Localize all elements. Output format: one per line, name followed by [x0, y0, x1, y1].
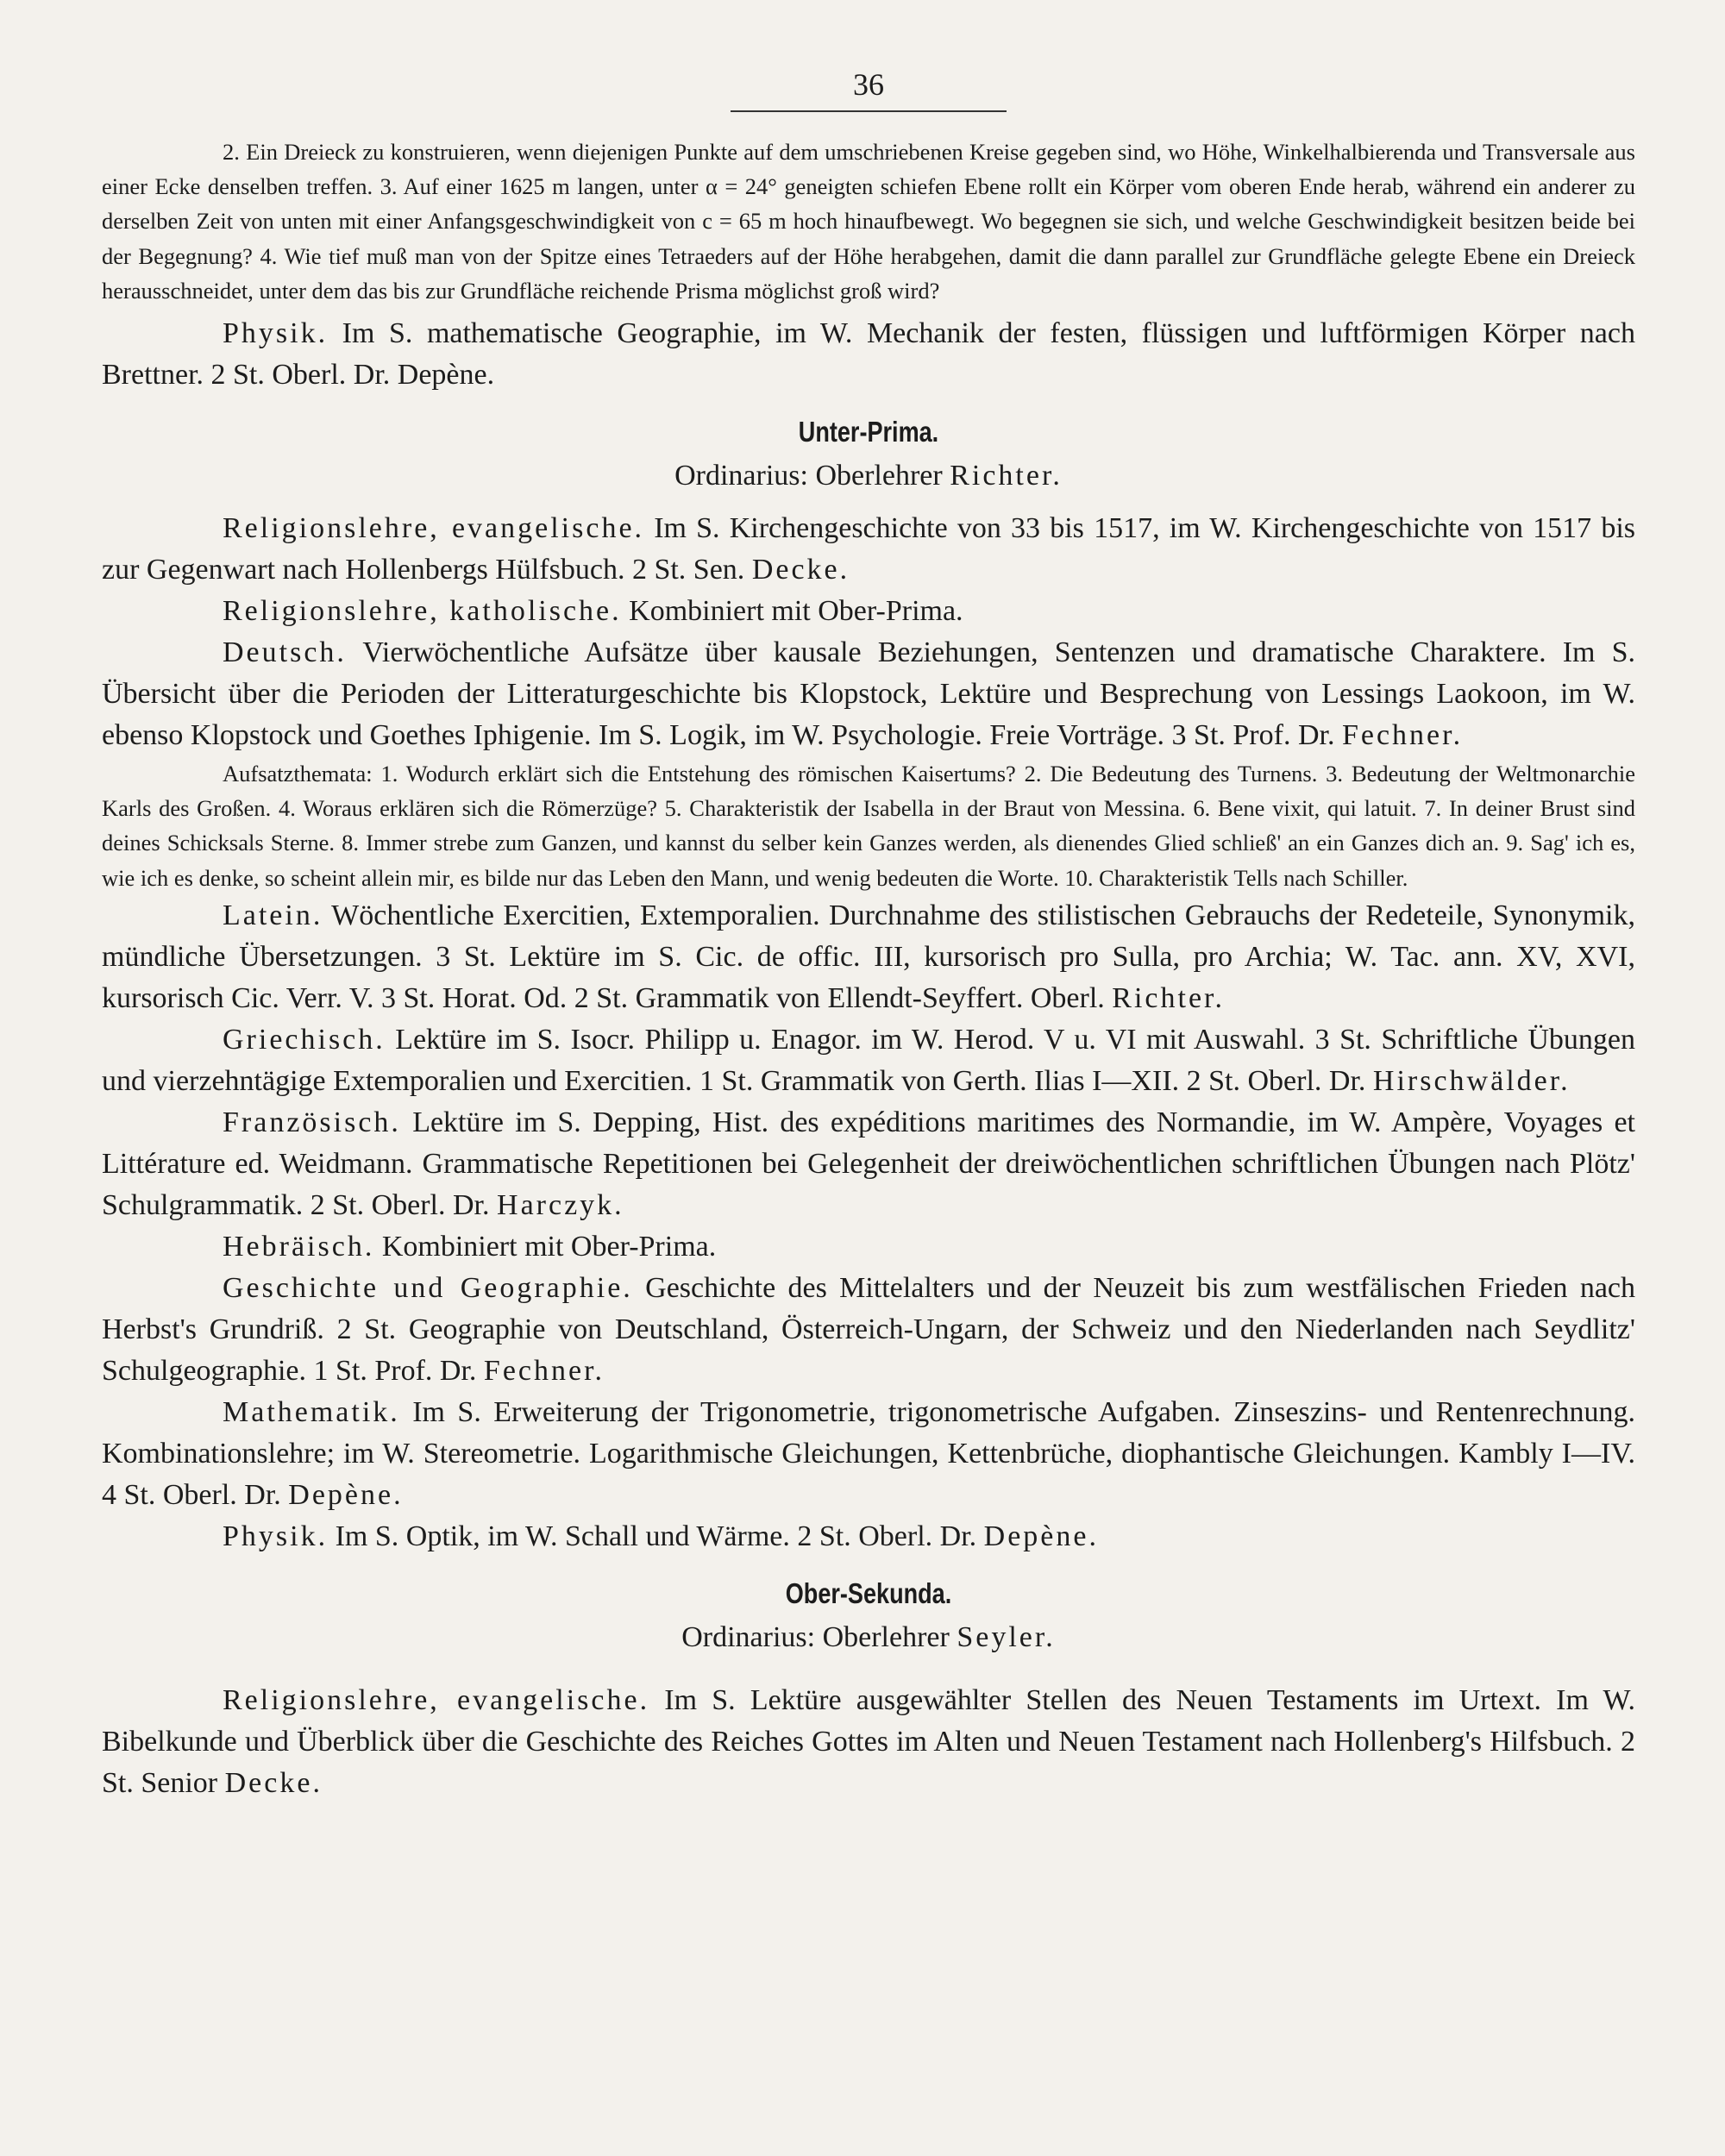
teacher-name: Richter. [1112, 981, 1225, 1014]
teacher-name: Fechner. [483, 1354, 605, 1387]
page-number-rule [731, 110, 1007, 112]
teacher-name: Hirschwälder. [1372, 1064, 1571, 1097]
subject-label: Deutsch. [223, 636, 347, 669]
religion-kath-paragraph [102, 591, 1635, 632]
math-exercises-paragraph: 2. Ein Dreieck zu konstruieren, wenn diejenigen Punkte auf dem umschriebenen Kreise gegeben sind, wo Höhe, Winkelhalbierenda und Transversale aus einer Ecke denselben treffen. 3. Auf einer 1625 m langen, unter α = 24° geneigten schiefen Ebene rollt ein Körper vom oberen Ende herab, während ein anderer zu derselben Zeit von unten mit einer Anfangsgeschwindigkeit von c = 65 m hoch hinaufbewegt. Wo begegnen sie sich, und welche Geschwindigkeit besitzen beide bei der Begegnung? 4. Wie tief muß man von der Spitze eines Tetraeders auf der Höhe herabgehen, damit die dann parallel zur Grundfläche gelegte Ebene ein Dreieck herausschneidet, unter dem das bis zur Grundfläche reichende Prisma möglichst groß wird? [102, 139, 1635, 304]
ordinarius-name: Seyler. [957, 1620, 1056, 1653]
deutsch-paragraph [102, 632, 1635, 756]
subject-label: Mathematik. [223, 1395, 400, 1428]
franzoesisch-paragraph [102, 1102, 1635, 1226]
subject-text: Kombiniert mit Ober-Prima. [621, 595, 963, 628]
subject-text: Im S. Lektüre ausgewählter Stellen des Neuen Testaments im Urtext. Im W. Bibelkunde und Überblick über die Geschichte des Reiches Gottes im Alten und Neuen Testament nach Hollenberg's Hilfsbuch. 2 St. Senior [102, 1683, 1635, 1799]
religion-ev-paragraph [102, 508, 1635, 591]
griechisch-paragraph [102, 1019, 1635, 1102]
physik-paragraph [102, 1516, 1635, 1557]
subject-label: Physik. [223, 317, 329, 350]
subject-label: Geschichte und Geographie. [223, 1271, 633, 1304]
physik-paragraph-top [102, 313, 1635, 396]
subject-label: Hebräisch. [223, 1230, 375, 1263]
subject-label: Physik. [223, 1520, 329, 1552]
ordinarius-prefix: Ordinarius: Oberlehrer [681, 1620, 957, 1653]
ordinarius-ober-sekunda [102, 1616, 1635, 1659]
teacher-name: Harczyk. [497, 1188, 624, 1221]
mathematik-paragraph [102, 1392, 1635, 1516]
subject-text: Im S. mathematische Geographie, im W. Mechanik der festen, flüssigen und luftförmigen Körper nach Brettner. 2 St. Oberl. Dr. Depène. [102, 317, 1635, 392]
subject-text: Wöchentliche Exercitien, Extemporalien. Durchnahme des stilistischen Gebrauchs der Redeteile, Synonymik, mündliche Übersetzungen. 3 St. Lektüre im S. Cic. de offic. III, kursorisch pro Sulla, pro Archia; W. Tac. ann. XV, XVI, kursorisch Cic. Verr. V. 3 St. Horat. Od. 2 St. Grammatik von Ellendt-Seyffert. Oberl. [102, 899, 1635, 1014]
aufsatzthemata-paragraph: Aufsatzthemata: 1. Wodurch erklärt sich die Entstehung des römischen Kaisertums? 2. Die Bedeutung des Turnens. 3. Bedeutung der Weltmonarchie Karls des Großen. 4. Woraus erklären sich die Römerzüge? 5. Charakteristik der Isabella in der Braut von Messina. 6. Bene vixit, qui latuit. 7. In deiner Brust sind deines Schicksals Sterne. 8. Immer strebe zum Ganzen, und kannst du selber kein Ganzes werden, als dienendes Glied schließ' an ein Ganzes dich an. 9. Sag' ich es, wie ich es denke, so scheint allein mir, es bilde nur das Leben den Mann, und wenig bedeuten die Worte. 10. Charakteristik Tells nach Schiller. [102, 761, 1635, 891]
hebraeisch-paragraph [102, 1226, 1635, 1268]
teacher-name: Decke. [224, 1766, 323, 1799]
teacher-name: Fechner. [1341, 719, 1464, 752]
subject-label: Religionslehre, evangelische. [223, 512, 645, 545]
subject-text: Im S. Erweiterung der Trigonometrie, trigonometrische Aufgaben. Zinseszins- und Rentenrechnung. Kombinationslehre; im W. Stereometrie. Logarithmische Gleichungen, Kettenbrüche, diophantische Gleichungen. Kambly I—IV. 4 St. Oberl. Dr. [102, 1395, 1635, 1511]
subject-text: Im S. Optik, im W. Schall und Wärme. 2 St. Oberl. Dr. [328, 1520, 984, 1552]
subject-label: Griechisch. [223, 1023, 386, 1056]
subject-text: Vierwöchentliche Aufsätze über kausale Beziehungen, Sentenzen und dramatische Charaktere. Im S. Übersicht über die Perioden der Litteraturgeschichte bis Klopstock, Lektüre und Besprechung von Lessings Laokoon, im W. ebenso Klopstock und Goethes Iphigenie. Im S. Logik, im W. Psychologie. Freie Vorträge. 3 St. Prof. Dr. [102, 636, 1635, 752]
latein-paragraph [102, 895, 1635, 1019]
subject-text: Lektüre im S. Isocr. Philipp u. Enagor. im W. Herod. V u. VI mit Auswahl. 3 St. Schriftliche Übungen und vierzehntägige Extemporalien und Exercitien. 1 St. Grammatik von Gerth. Ilias I—XII. 2 St. Oberl. Dr. [102, 1023, 1635, 1097]
subject-label: Religionslehre, evangelische. [223, 1683, 650, 1716]
teacher-name: Depène. [288, 1478, 404, 1511]
geschichte-paragraph [102, 1268, 1635, 1392]
page-number: 36 [853, 67, 884, 102]
subject-label: Latein. [223, 899, 323, 931]
teacher-name: Depène. [983, 1520, 1099, 1552]
subject-label: Französisch. [223, 1106, 401, 1138]
teacher-name: Decke. [751, 554, 850, 586]
subject-text: Im S. Kirchengeschichte von 33 bis 1517, im W. Kirchengeschichte von 1517 bis zur Gegenwart nach Hollenbergs Hülfsbuch. 2 St. Sen. [102, 512, 1636, 586]
subject-text: Kombiniert mit Ober-Prima. [374, 1230, 717, 1263]
subject-text: Lektüre im S. Depping, Hist. des expéditions maritimes des Normandie, im W. Ampère, Voyages et Littérature ed. Weidmann. Grammatische Repetitionen bei Gelegenheit der dreiwöchentlichen schriftlichen Übungen nach Plötz' Schulgrammatik. 2 St. Oberl. Dr. [102, 1106, 1635, 1221]
ordinarius-name: Richter. [950, 460, 1063, 492]
religion-ev-paragraph-ober-sekunda [102, 1680, 1635, 1804]
ordinarius-unter-prima [102, 454, 1635, 498]
subject-label: Religionslehre, katholische. [223, 595, 622, 628]
section-heading-unter-prima: Unter-Prima. [798, 416, 939, 448]
section-heading-ober-sekunda: Ober-Sekunda. [785, 1576, 952, 1609]
subject-text: Geschichte des Mittelalters und der Neuzeit bis zum westfälischen Frieden nach Herbst's Grundriß. 2 St. Geographie von Deutschland, Österreich-Ungarn, der Schweiz und den Niederlanden nach Seydlitz' Schulgeographie. 1 St. Prof. Dr. [102, 1271, 1636, 1387]
ordinarius-prefix: Ordinarius: Oberlehrer [674, 460, 950, 492]
